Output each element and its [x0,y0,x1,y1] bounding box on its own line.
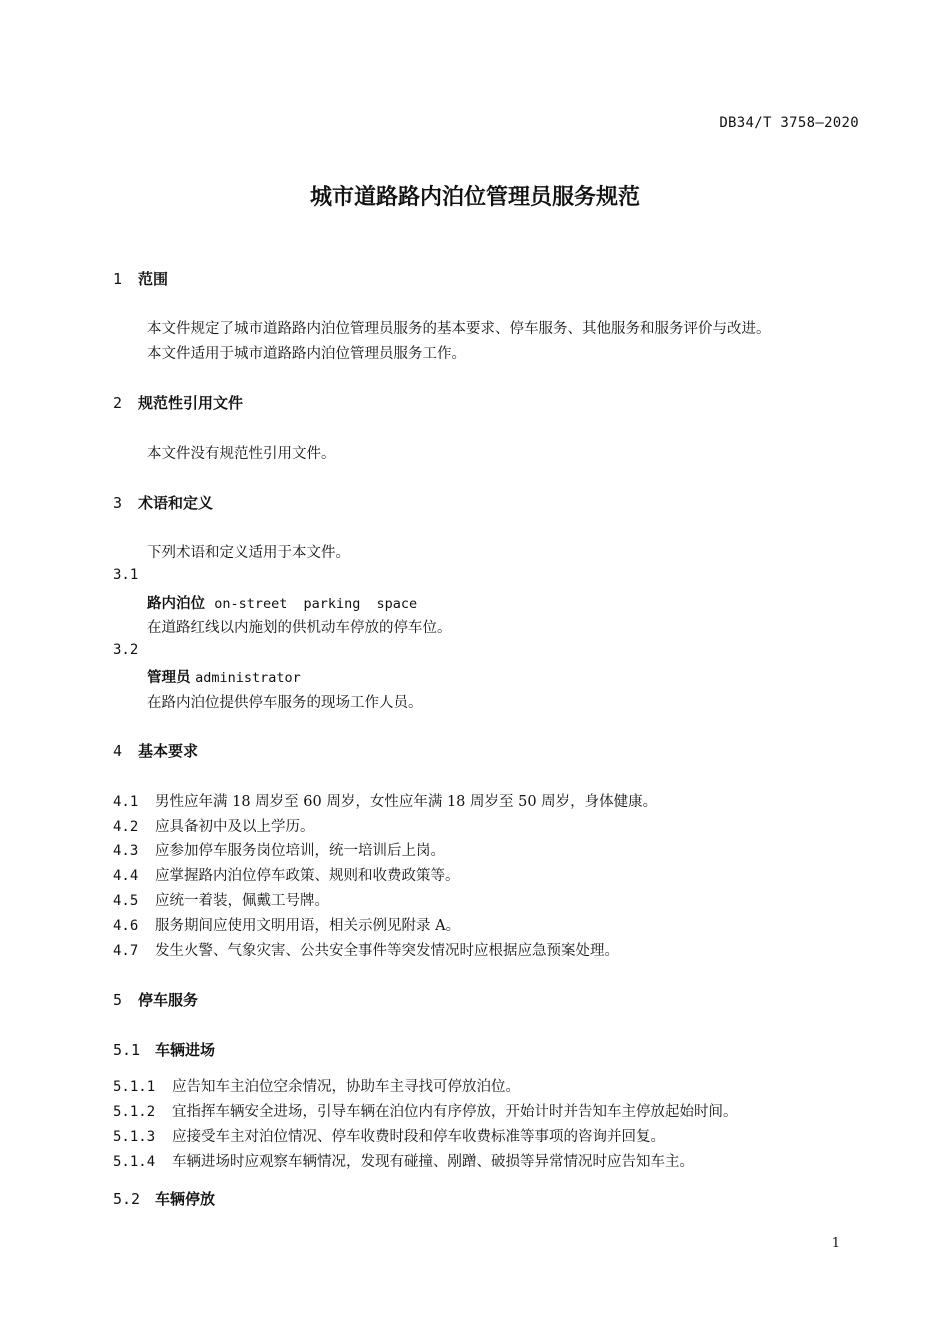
section-title: 术语和定义 [138,494,214,512]
clause-text: 发生火警、气象灾害、公共安全事件等突发情况时应根据应急预案处理。 [155,943,619,959]
clause-number: 4.3 [113,843,139,859]
term-english: on-street parking space [214,596,418,612]
section-title: 规范性引用文件 [138,394,244,412]
section-5-heading [113,989,198,1010]
term-entry [147,592,417,613]
section-number: 4 [113,742,123,760]
term-english: administrator [195,670,301,686]
clause-text: 应掌握路内泊位停车政策、规则和收费政策等。 [155,868,460,884]
clause-number: 4.2 [113,819,139,835]
clause-item [113,839,445,860]
clause-item [113,1100,738,1121]
section-3-heading [113,492,213,513]
clause-number: 4.7 [113,943,139,959]
document-number: DB34/T 3758—2020 [719,115,859,131]
term-definition: 在道路红线以内施划的供机动车停放的停车位。 [147,620,452,636]
document-title: 城市道路路内泊位管理员服务规范 [309,185,640,210]
page-number: 1 [831,1236,840,1251]
section-number: 1 [113,270,123,288]
subsection-number: 5.1 [113,1041,141,1059]
clause-text: 应具备初中及以上学历。 [155,819,315,835]
clause-number: 4.1 [113,794,139,810]
clause-item [113,889,329,910]
section-2-heading [113,392,243,413]
clause-item [113,1075,520,1096]
term-chinese: 管理员 [147,670,191,686]
clause-item [113,914,460,935]
clause-text: 应参加停车服务岗位培训，统一培训后上岗。 [155,843,445,859]
clause-item [113,864,460,885]
paragraph: 本文件适用于城市道路路内泊位管理员服务工作。 [147,346,466,362]
paragraph: 本文件没有规范性引用文件。 [147,446,336,462]
clause-item [113,790,657,811]
paragraph: 本文件规定了城市道路路内泊位管理员服务的基本要求、停车服务、其他服务和服务评价与改进。 [147,321,771,337]
clause-item [113,815,315,836]
clause-text: 服务期间应使用文明用语，相关示例见附录 A。 [155,918,461,934]
section-number: 3 [113,494,123,512]
clause-text: 应统一着装，佩戴工号牌。 [155,893,329,909]
section-title: 停车服务 [138,991,199,1009]
clause-item [113,1125,665,1146]
clause-number: 5.1.3 [113,1129,156,1145]
clause-text: 男性应年满 18 周岁至 60 周岁，女性应年满 18 周岁至 50 周岁，身体健康。 [155,794,658,810]
clause-number: 4.6 [113,918,139,934]
clause-item [113,939,619,960]
section-number: 5 [113,991,123,1009]
paragraph: 下列术语和定义适用于本文件。 [147,545,350,561]
section-number: 2 [113,394,123,412]
clause-number: 4.4 [113,868,139,884]
subsection-number: 5.2 [113,1190,141,1208]
clause-text: 宜指挥车辆安全进场，引导车辆在泊位内有序停放，开始计时并告知车主停放起始时间。 [172,1104,738,1120]
subsection-title: 车辆进场 [155,1041,216,1059]
section-title: 范围 [138,270,169,288]
clause-text: 应接受车主对泊位情况、停车收费时段和停车收费标准等事项的咨询并回复。 [172,1129,665,1145]
clause-item [113,1150,694,1171]
clause-number: 4.5 [113,893,139,909]
clause-text: 车辆进场时应观察车辆情况，发现有碰撞、剐蹭、破损等异常情况时应告知车主。 [172,1154,694,1170]
subsection-title: 车辆停放 [155,1190,216,1208]
clause-number: 5.1.1 [113,1079,156,1095]
section-4-heading [113,740,198,761]
subsection-5-1-heading [113,1039,215,1060]
clause-text: 应告知车主泊位空余情况，协助车主寻找可停放泊位。 [172,1079,520,1095]
section-title: 基本要求 [138,742,199,760]
subsection-5-2-heading [113,1188,215,1209]
clause-number: 5.1.2 [113,1104,156,1120]
term-chinese: 路内泊位 [147,596,205,612]
term-definition: 在路内泊位提供停车服务的现场工作人员。 [147,695,423,711]
term-number: 3.2 [113,642,139,658]
term-number: 3.1 [113,567,139,583]
section-1-heading [113,268,168,289]
term-entry [147,666,301,687]
clause-number: 5.1.4 [113,1154,156,1170]
